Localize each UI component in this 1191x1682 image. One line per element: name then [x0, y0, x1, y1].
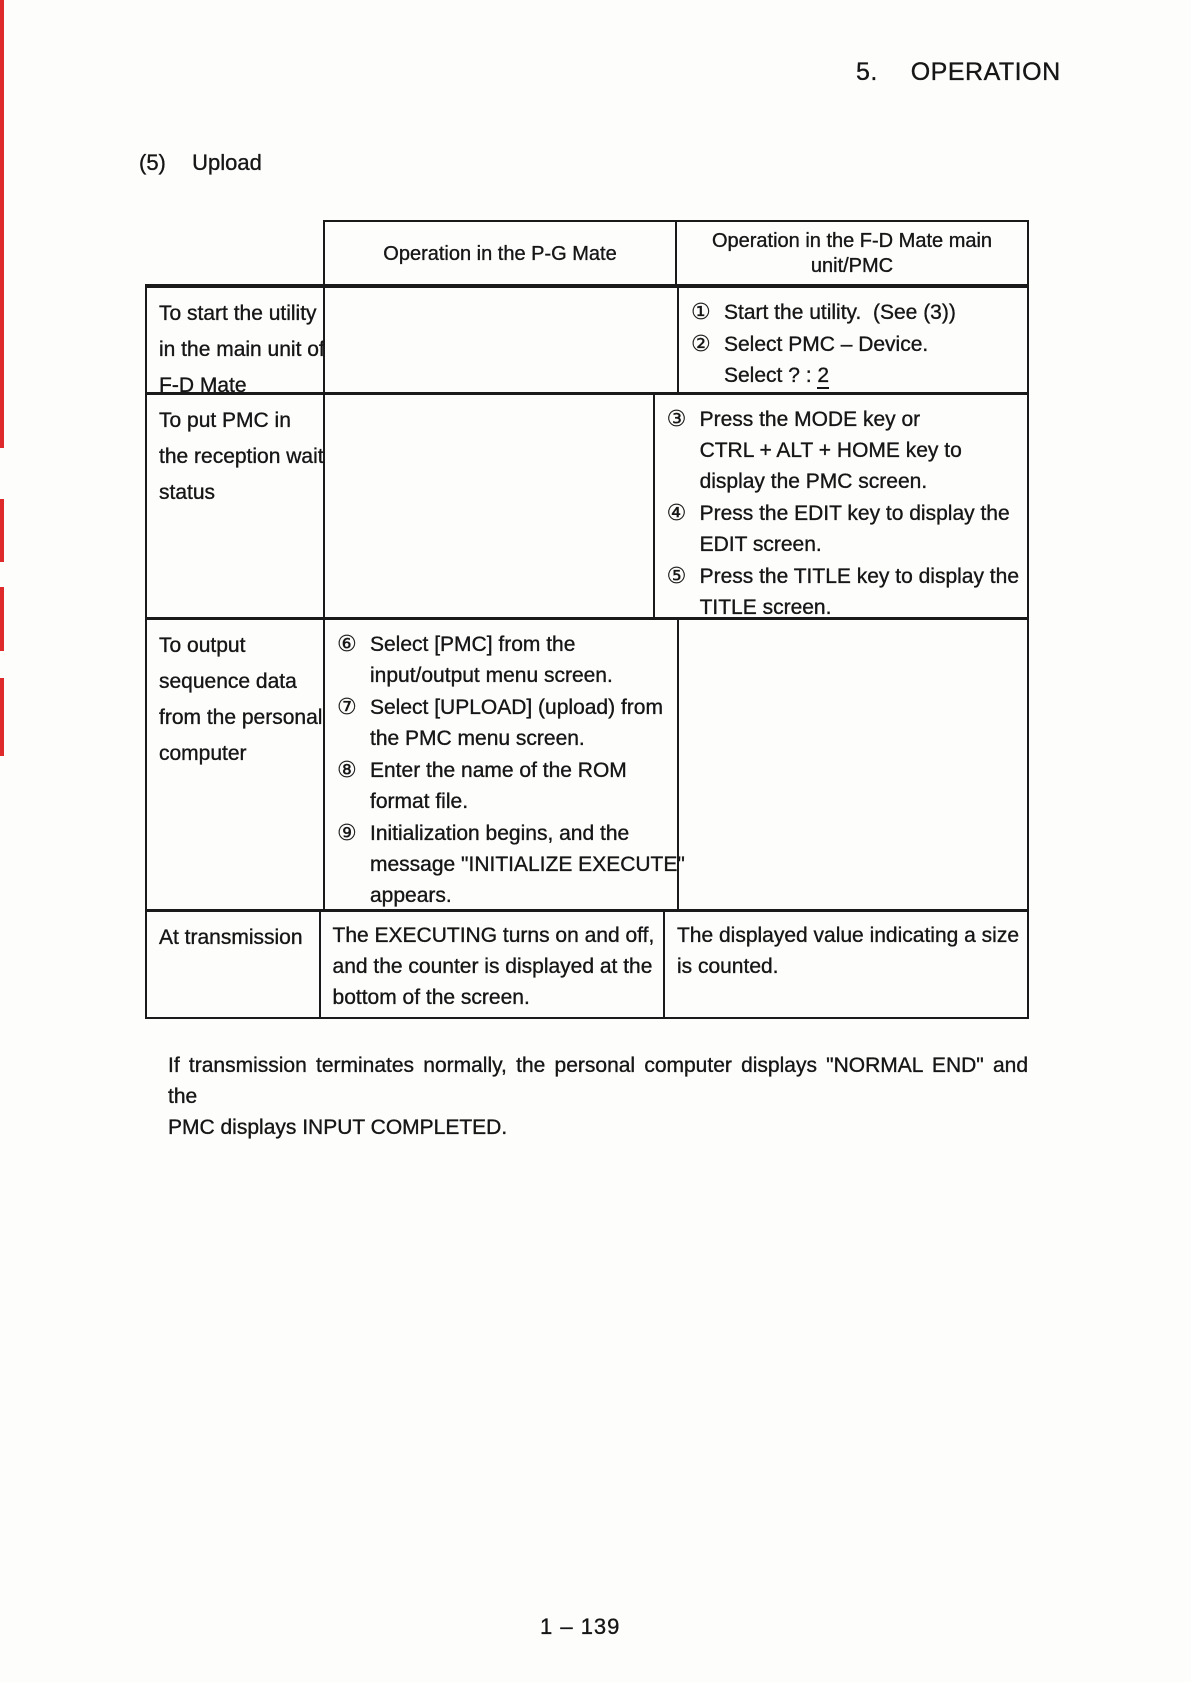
circled-number-marker: ⑨ — [337, 820, 357, 845]
operation-table — [145, 220, 1029, 1019]
label-line: sequence data — [159, 670, 297, 693]
circled-number-marker: ③ — [666, 406, 687, 431]
step-text: Select PMC – Device. — [724, 333, 929, 356]
pg-mate-cell — [321, 912, 665, 1017]
step-text: Select [PMC] from the — [370, 633, 576, 656]
step-text: and the counter is displayed at the — [332, 955, 653, 978]
cell-line — [337, 660, 669, 691]
step-text: display the PMC screen. — [699, 470, 928, 493]
cell-line — [333, 920, 655, 951]
column-header-pg-mate: Operation in the P-G Mate — [325, 222, 677, 286]
red-edge-mark — [0, 587, 4, 651]
circled-number-marker: ⑥ — [337, 631, 357, 656]
step-text: EDIT screen. — [699, 533, 822, 556]
fd-mate-cell — [679, 288, 1027, 392]
red-edge-mark — [0, 0, 4, 448]
step-text: Press the MODE key or — [699, 408, 921, 431]
cell-line — [333, 951, 655, 982]
section-label: (5) Upload — [139, 150, 262, 175]
step-text: input/output menu screen. — [370, 664, 613, 687]
row-label-cell — [147, 912, 321, 1017]
label-line: the reception wait — [159, 445, 324, 468]
step-text: Start the utility. (See (3)) — [724, 301, 956, 324]
cell-line — [337, 754, 669, 786]
fd-mate-cell — [655, 395, 1027, 617]
cell-line — [667, 560, 1019, 592]
step-text: is counted. — [676, 955, 779, 978]
step-text: The displayed value indicating a size — [676, 924, 1019, 947]
step-text: Press the EDIT key to display the — [699, 502, 1010, 525]
step-text: the PMC menu screen. — [370, 727, 585, 750]
table-header-row — [323, 220, 1029, 288]
cell-line — [337, 628, 669, 660]
label-line: status — [159, 481, 216, 504]
pg-mate-cell — [325, 395, 655, 617]
cell-line — [691, 360, 1019, 391]
cell-line — [667, 592, 1019, 623]
circled-number-marker: ① — [691, 299, 711, 324]
table-body — [145, 284, 1029, 1019]
text-line: unit/PMC — [810, 255, 894, 277]
circled-number-marker: ⑦ — [337, 694, 357, 719]
cell-line — [337, 849, 685, 880]
label-line: in the main unit of — [159, 338, 325, 361]
circled-number-marker: ⑧ — [337, 757, 357, 782]
step-text: Select [UPLOAD] (upload) from — [370, 696, 663, 719]
cell-line — [691, 296, 1019, 328]
cell-line — [667, 466, 1019, 497]
step-text: Select ? : — [724, 364, 818, 387]
cell-line — [337, 880, 669, 911]
cell-line — [337, 786, 669, 817]
cell-line — [337, 723, 669, 754]
footnote-paragraph — [168, 1050, 1028, 1143]
label-line: computer — [159, 742, 247, 765]
label-line: F-D Mate — [159, 374, 247, 397]
red-edge-mark — [0, 678, 4, 756]
step-text: message "INITIALIZE EXECUTE" — [370, 853, 685, 876]
label-line: from the personal — [159, 706, 323, 729]
circled-number-marker: ② — [691, 331, 711, 356]
circled-number-marker: ⑤ — [666, 563, 687, 588]
step-text: Initialization begins, and the — [370, 822, 630, 845]
pg-mate-cell — [325, 620, 685, 909]
underlined-value: 2 — [817, 364, 830, 387]
step-text: TITLE screen. — [699, 596, 832, 619]
step-text: bottom of the screen. — [332, 986, 530, 1009]
row-label-cell — [147, 395, 325, 617]
step-text: format file. — [370, 790, 469, 813]
page-number: 1 – 139 — [540, 1614, 621, 1639]
step-text: Press the TITLE key to display the — [699, 565, 1019, 588]
cell-line — [333, 982, 655, 1013]
cell-line — [337, 817, 669, 849]
step-text: Enter the name of the ROM — [370, 759, 627, 782]
cell-line — [691, 328, 1019, 360]
label-line: At transmission — [159, 926, 303, 949]
pg-mate-cell — [325, 288, 679, 392]
table-row — [147, 288, 1027, 395]
cell-line — [667, 403, 1019, 435]
fd-mate-cell — [665, 912, 1027, 1017]
text-line: Operation in the F-D Mate main — [711, 230, 993, 252]
step-text: appears. — [370, 884, 452, 907]
label-line: To output — [159, 634, 246, 657]
row-label-cell — [147, 620, 325, 909]
circled-number-marker: ④ — [666, 500, 687, 525]
column-header-fd-mate — [677, 222, 1027, 286]
text-line: PMC displays INPUT COMPLETED. — [168, 1116, 508, 1139]
red-edge-mark — [0, 499, 4, 562]
text-line: If transmission terminates normally, the personal computer displays "NORMAL END" and the — [168, 1054, 1028, 1108]
cell-line — [667, 497, 1019, 529]
step-text: The EXECUTING turns on and off, — [332, 924, 655, 947]
table-row — [147, 912, 1027, 1017]
cell-line — [667, 435, 1019, 466]
label-line: To start the utility — [159, 302, 317, 325]
chapter-title: 5. OPERATION — [856, 58, 1061, 86]
fd-mate-cell — [679, 620, 1027, 909]
table-row — [147, 395, 1027, 620]
table-row — [147, 620, 1027, 912]
step-text: CTRL + ALT + HOME key to — [699, 439, 962, 462]
row-label-cell — [147, 288, 325, 397]
cell-line — [677, 920, 1019, 951]
cell-line — [337, 691, 669, 723]
cell-line — [667, 529, 1019, 560]
label-line: To put PMC in — [159, 409, 291, 432]
cell-line — [677, 951, 1019, 982]
